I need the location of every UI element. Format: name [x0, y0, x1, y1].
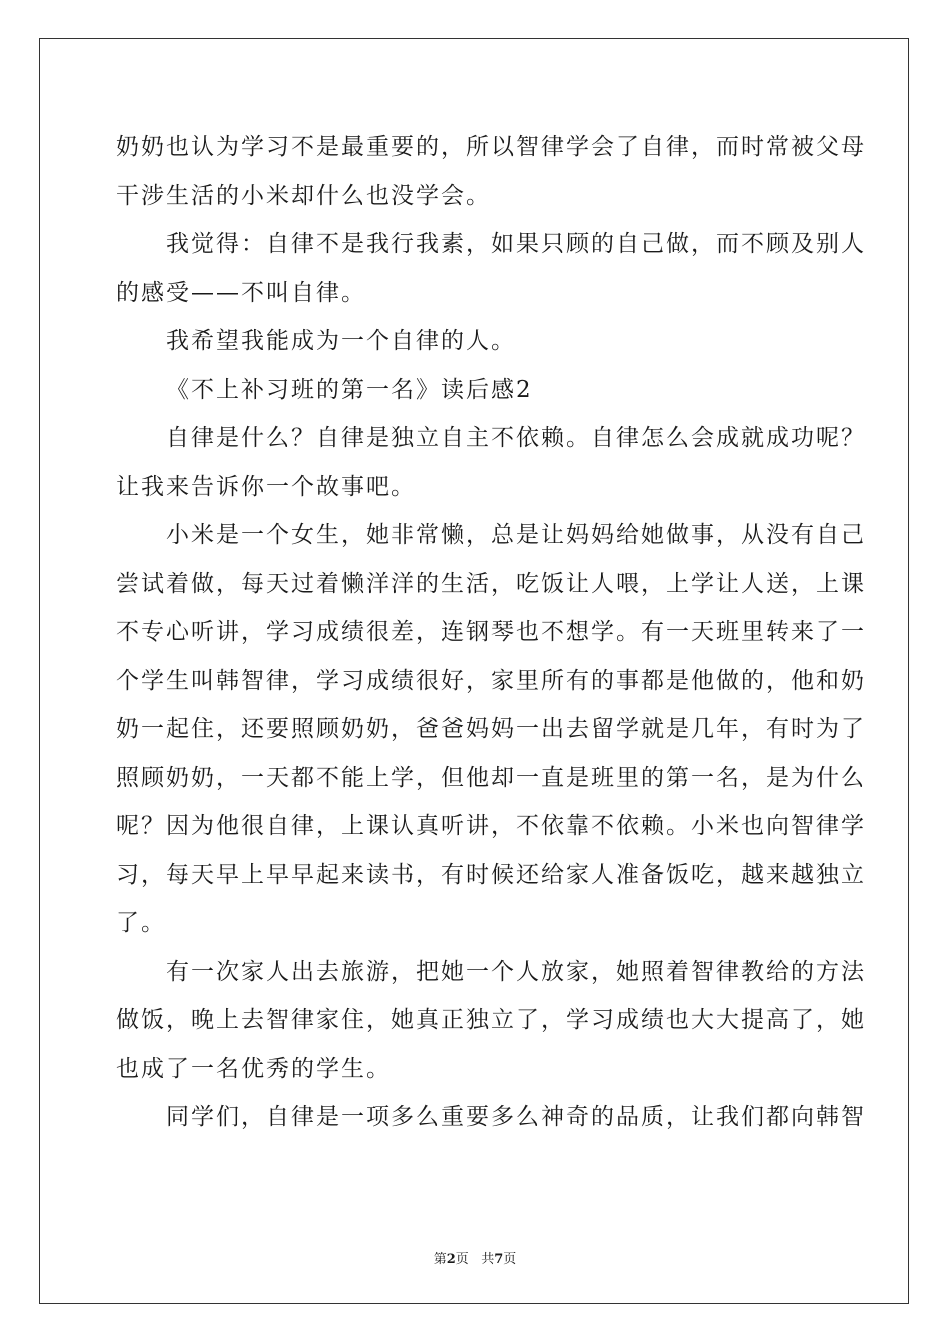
text-line: 干涉生活的小米却什么也没学会。: [116, 182, 491, 209]
text-line: 做饭，晚上去智律家住，她真正独立了，学习成绩也大大提高了，她: [116, 1007, 866, 1033]
page-suffix: 页: [455, 1252, 469, 1267]
text-line: 我希望我能成为一个自律的人。: [166, 328, 516, 354]
total-prefix: 共: [481, 1252, 495, 1267]
text-line: 小米是一个女生，她非常懒，总是让妈妈给她做事，从没有自己: [166, 522, 866, 548]
text-line: 呢？因为他很自律，上课认真听讲，不依靠不依赖。小米也向智律学: [116, 813, 866, 839]
text-line: 照顾奶奶，一天都不能上学，但他却一直是班里的第一名，是为什么: [116, 764, 866, 791]
text-line: 也成了一名优秀的学生。: [116, 1055, 391, 1082]
page-prefix: 第: [433, 1252, 447, 1267]
text-line: 奶奶也认为学习不是最重要的，所以智律学会了自律，而时常被父母: [116, 134, 866, 160]
text-line: 不专心听讲，学习成绩很差，连钢琴也不想学。有一天班里转来了一: [116, 619, 866, 645]
page-number: 2: [446, 1252, 456, 1267]
text-line: 习，每天早上早早起来读书，有时候还给家人准备饭吃，越来越独立: [116, 861, 866, 888]
page-footer: [0, 1248, 950, 1267]
text-line: 了。: [116, 910, 166, 936]
total-pages: 7: [494, 1252, 504, 1267]
text-line: 个学生叫韩智律，学习成绩很好，家里所有的事都是他做的，他和奶: [116, 667, 866, 694]
text-line: 尝试着做，每天过着懒洋洋的生活，吃饭让人喂，上学让人送，上课: [116, 570, 866, 597]
text-line: 我觉得：自律不是我行我素，如果只顾的自己做，而不顾及别人: [166, 231, 866, 257]
text-line: 的感受——不叫自律。: [116, 279, 366, 306]
text-line: 有一次家人出去旅游，把她一个人放家，她照着智律教给的方法: [166, 958, 866, 985]
text-line: 让我来告诉你一个故事吧。: [116, 473, 416, 500]
document-body: [116, 123, 866, 1142]
text-line: 奶一起住，还要照顾奶奶，爸爸妈妈一出去留学就是几年，有时为了: [116, 716, 866, 742]
text-line: 自律是什么？自律是独立自主不依赖。自律怎么会成就成功呢？: [166, 425, 866, 451]
total-suffix: 页: [503, 1252, 517, 1267]
text-line: 同学们，自律是一项多么重要多么神奇的品质，让我们都向韩智: [166, 1104, 866, 1130]
text-block: [116, 123, 866, 1142]
section-title: 《不上补习班的第一名》读后感2: [166, 376, 533, 403]
